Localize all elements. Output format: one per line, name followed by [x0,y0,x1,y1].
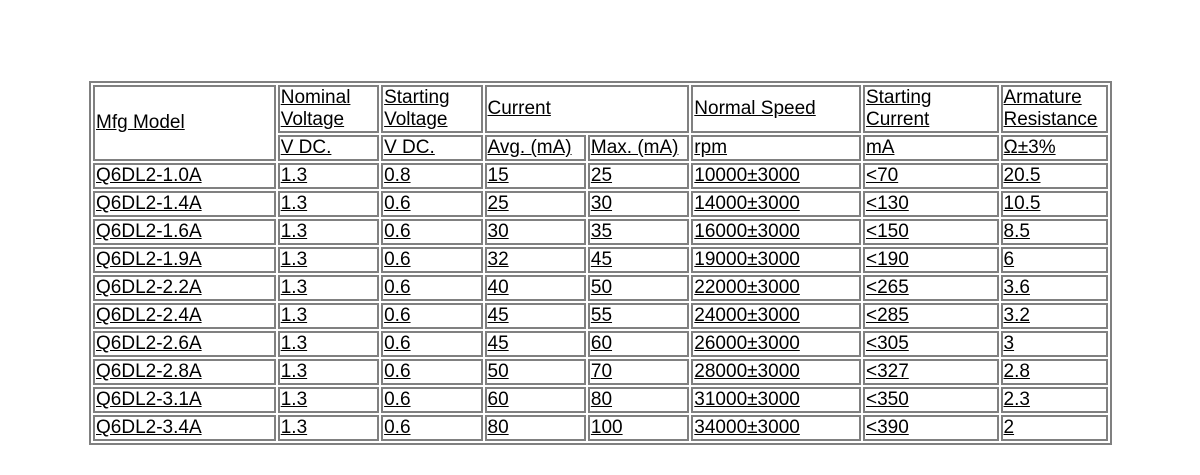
cell-starting-voltage-link[interactable]: 0.8 [384,165,411,186]
unit-current-avg [485,135,586,161]
cell-armature-resistance [1001,219,1109,245]
cell-normal-speed [691,415,861,441]
cell-starting-voltage [381,163,482,189]
cell-armature-resistance-link[interactable]: 2 [1003,417,1015,438]
cell-starting-current [863,275,999,301]
cell-normal-speed-link[interactable]: 34000±3000 [694,417,800,438]
unit-starting-voltage [381,135,482,161]
cell-starting-voltage [381,303,482,329]
cell-nominal-voltage-link[interactable]: 1.3 [280,417,308,438]
cell-armature-resistance-link[interactable]: 10.5 [1003,193,1041,214]
cell-nominal-voltage-link[interactable]: 1.3 [280,165,308,186]
cell-starting-voltage [381,415,482,441]
cell-normal-speed [691,359,861,385]
cell-current-avg-link[interactable]: 45 [487,333,509,354]
cell-normal-speed [691,387,861,413]
cell-current-max-link[interactable]: 50 [590,277,613,298]
cell-nominal-voltage-link[interactable]: 1.3 [280,249,308,270]
cell-armature-resistance [1001,303,1109,329]
cell-current-max [588,275,689,301]
cell-starting-current-link[interactable]: <190 [865,249,909,270]
cell-armature-resistance-link[interactable]: 2.8 [1003,361,1030,382]
cell-nominal-voltage [278,247,379,273]
header-starting-current-line1[interactable]: Starting [865,87,932,108]
cell-starting-voltage-link[interactable]: 0.6 [384,417,411,438]
cell-nominal-voltage [278,163,379,189]
cell-armature-resistance [1001,415,1109,441]
cell-current-avg-link[interactable]: 40 [487,277,509,298]
cell-armature-resistance-link[interactable]: 3.6 [1003,277,1030,298]
cell-normal-speed-link[interactable]: 31000±3000 [694,389,800,410]
cell-current-avg [485,247,586,273]
cell-starting-current-link[interactable]: <350 [865,389,909,410]
cell-current-max [588,247,689,273]
cell-normal-speed-link[interactable]: 26000±3000 [694,333,800,354]
cell-starting-voltage [381,275,482,301]
cell-model-link[interactable]: Q6DL2-1.9A [96,249,202,270]
cell-nominal-voltage [278,275,379,301]
cell-model [93,163,276,189]
table-row [93,415,1108,441]
cell-nominal-voltage [278,191,379,217]
cell-current-max-link[interactable]: 45 [590,249,613,270]
unit-current-max [588,135,689,161]
cell-starting-current-link[interactable]: <130 [865,193,909,214]
cell-armature-resistance [1001,275,1109,301]
header-starting-current-line2[interactable]: Current [865,109,930,130]
cell-starting-current [863,359,999,385]
cell-normal-speed [691,191,861,217]
cell-model [93,247,276,273]
cell-nominal-voltage [278,387,379,413]
header-normal-speed-link[interactable]: Normal Speed [694,98,816,119]
cell-starting-current [863,303,999,329]
cell-current-max [588,303,689,329]
unit-normal-speed-link[interactable]: rpm [694,137,728,158]
cell-current-avg-link[interactable]: 15 [487,165,509,186]
cell-current-max-link[interactable]: 70 [590,361,613,382]
cell-current-avg-link[interactable]: 32 [487,249,509,270]
cell-current-avg-link[interactable]: 30 [487,221,509,242]
cell-starting-voltage-link[interactable]: 0.6 [384,389,411,410]
cell-model [93,275,276,301]
cell-normal-speed-link[interactable]: 14000±3000 [694,193,800,214]
cell-current-avg [485,331,586,357]
table-body [93,85,1108,441]
cell-current-max-link[interactable]: 60 [590,333,613,354]
unit-current-max-link[interactable]: Max. (mA) [590,137,679,158]
unit-armature-resistance-link[interactable]: Ω±3% [1003,137,1056,158]
cell-starting-voltage-link[interactable]: 0.6 [384,221,411,242]
cell-nominal-voltage-link[interactable]: 1.3 [280,361,308,382]
cell-current-avg [485,163,586,189]
header-mfg-model [93,85,276,161]
header-armature-resistance-line1[interactable]: Armature [1003,87,1082,108]
cell-model [93,415,276,441]
unit-starting-voltage-link[interactable]: V DC. [384,137,435,158]
cell-starting-current-link[interactable]: <305 [865,333,909,354]
cell-model-link[interactable]: Q6DL2-2.4A [96,305,202,326]
table-row [93,359,1108,385]
header-current-link[interactable]: Current [487,98,551,119]
header-starting-voltage-line2[interactable]: Voltage [384,109,448,130]
table-row [93,331,1108,357]
cell-current-max-link[interactable]: 80 [590,389,613,410]
cell-current-avg [485,387,586,413]
cell-current-max [588,415,689,441]
cell-armature-resistance-link[interactable]: 20.5 [1003,165,1041,186]
header-starting-current [863,85,999,133]
cell-starting-current-link[interactable]: <285 [865,305,909,326]
table-row [93,191,1108,217]
cell-current-max [588,163,689,189]
cell-nominal-voltage [278,359,379,385]
cell-model-link[interactable]: Q6DL2-3.1A [96,389,202,410]
cell-current-max [588,359,689,385]
cell-model [93,331,276,357]
cell-starting-voltage-link[interactable]: 0.6 [384,277,411,298]
cell-starting-current-link[interactable]: <150 [865,221,909,242]
cell-nominal-voltage [278,331,379,357]
motor-spec-table [89,81,1112,445]
header-starting-voltage-line1[interactable]: Starting [384,87,450,108]
cell-normal-speed [691,275,861,301]
cell-current-avg [485,359,586,385]
cell-nominal-voltage [278,415,379,441]
cell-nominal-voltage-link[interactable]: 1.3 [280,305,308,326]
cell-armature-resistance [1001,359,1109,385]
cell-current-avg-link[interactable]: 25 [487,193,509,214]
unit-nominal-voltage-link[interactable]: V DC. [280,137,332,158]
cell-model [93,387,276,413]
cell-starting-voltage-link[interactable]: 0.6 [384,249,411,270]
cell-nominal-voltage-link[interactable]: 1.3 [280,389,308,410]
cell-current-avg [485,303,586,329]
table-row [93,163,1108,189]
cell-starting-voltage-link[interactable]: 0.6 [384,305,411,326]
header-nominal-voltage-line2[interactable]: Voltage [280,109,345,130]
cell-starting-voltage-link[interactable]: 0.6 [384,333,411,354]
cell-armature-resistance-link[interactable]: 6 [1003,249,1015,270]
cell-current-max [588,387,689,413]
cell-normal-speed [691,163,861,189]
cell-normal-speed-link[interactable]: 16000±3000 [694,221,800,242]
unit-nominal-voltage [278,135,379,161]
table-row [93,219,1108,245]
header-mfg-model-link[interactable]: Mfg Model [96,112,185,133]
cell-nominal-voltage-link[interactable]: 1.3 [280,221,308,242]
table-row [93,275,1108,301]
cell-current-max-link[interactable]: 25 [590,165,613,186]
cell-starting-voltage [381,219,482,245]
cell-starting-voltage [381,331,482,357]
cell-armature-resistance-link[interactable]: 2.3 [1003,389,1030,410]
cell-current-max [588,331,689,357]
header-normal-speed [691,85,861,133]
cell-normal-speed-link[interactable]: 22000±3000 [694,277,800,298]
cell-starting-current-link[interactable]: <327 [865,361,909,382]
cell-model-link[interactable]: Q6DL2-2.6A [96,333,202,354]
cell-armature-resistance [1001,163,1109,189]
cell-starting-current [863,387,999,413]
unit-starting-current-link[interactable]: mA [865,137,895,158]
cell-current-max-link[interactable]: 55 [590,305,613,326]
cell-model-link[interactable]: Q6DL2-2.8A [96,361,202,382]
cell-nominal-voltage-link[interactable]: 1.3 [280,333,308,354]
cell-model [93,359,276,385]
cell-model [93,303,276,329]
cell-normal-speed [691,331,861,357]
cell-nominal-voltage [278,219,379,245]
cell-model-link[interactable]: Q6DL2-2.2A [96,277,202,298]
cell-starting-current [863,163,999,189]
cell-current-avg [485,415,586,441]
unit-starting-current [863,135,999,161]
table-row [93,247,1108,273]
cell-current-max-link[interactable]: 30 [590,193,613,214]
unit-current-avg-link[interactable]: Avg. (mA) [487,137,572,158]
cell-starting-voltage [381,247,482,273]
cell-current-avg-link[interactable]: 60 [487,389,509,410]
cell-current-max-link[interactable]: 100 [590,417,623,438]
cell-normal-speed-link[interactable]: 28000±3000 [694,361,800,382]
cell-starting-current-link[interactable]: <390 [865,417,909,438]
cell-starting-current-link[interactable]: <70 [865,165,899,186]
table-row [93,303,1108,329]
cell-model [93,219,276,245]
cell-current-avg [485,275,586,301]
header-row [93,85,1108,133]
cell-current-avg [485,191,586,217]
header-armature-resistance-line2[interactable]: Resistance [1003,109,1098,130]
cell-current-max-link[interactable]: 35 [590,221,613,242]
header-armature-resistance [1001,85,1109,133]
cell-starting-current [863,331,999,357]
cell-armature-resistance-link[interactable]: 3 [1003,333,1015,354]
cell-normal-speed-link[interactable]: 24000±3000 [694,305,800,326]
cell-armature-resistance [1001,331,1109,357]
cell-current-avg-link[interactable]: 80 [487,417,509,438]
cell-starting-current [863,247,999,273]
cell-current-max [588,219,689,245]
cell-nominal-voltage-link[interactable]: 1.3 [280,277,308,298]
cell-model [93,191,276,217]
header-nominal-voltage-line1[interactable]: Nominal [280,87,351,108]
cell-model-link[interactable]: Q6DL2-3.4A [96,417,202,438]
cell-starting-voltage [381,191,482,217]
table-row [93,387,1108,413]
cell-armature-resistance [1001,247,1109,273]
cell-normal-speed [691,219,861,245]
cell-starting-voltage [381,359,482,385]
cell-starting-voltage-link[interactable]: 0.6 [384,361,411,382]
cell-normal-speed-link[interactable]: 10000±3000 [694,165,800,186]
cell-starting-current [863,191,999,217]
cell-current-avg-link[interactable]: 45 [487,305,509,326]
header-nominal-voltage [278,85,379,133]
cell-current-max [588,191,689,217]
cell-normal-speed [691,303,861,329]
cell-starting-current [863,415,999,441]
cell-starting-voltage [381,387,482,413]
unit-armature-resistance [1001,135,1109,161]
cell-model-link[interactable]: Q6DL2-1.4A [96,193,202,214]
cell-current-avg-link[interactable]: 50 [487,361,509,382]
cell-model-link[interactable]: Q6DL2-1.6A [96,221,202,242]
cell-current-avg [485,219,586,245]
header-current [485,85,690,133]
unit-normal-speed [691,135,861,161]
cell-nominal-voltage-link[interactable]: 1.3 [280,193,308,214]
cell-starting-voltage-link[interactable]: 0.6 [384,193,411,214]
cell-nominal-voltage [278,303,379,329]
cell-model-link[interactable]: Q6DL2-1.0A [96,165,202,186]
cell-starting-current [863,219,999,245]
cell-normal-speed [691,247,861,273]
cell-armature-resistance-link[interactable]: 8.5 [1003,221,1030,242]
cell-armature-resistance-link[interactable]: 3.2 [1003,305,1030,326]
cell-normal-speed-link[interactable]: 19000±3000 [694,249,800,270]
header-starting-voltage [381,85,482,133]
cell-armature-resistance [1001,191,1109,217]
cell-starting-current-link[interactable]: <265 [865,277,909,298]
cell-armature-resistance [1001,387,1109,413]
